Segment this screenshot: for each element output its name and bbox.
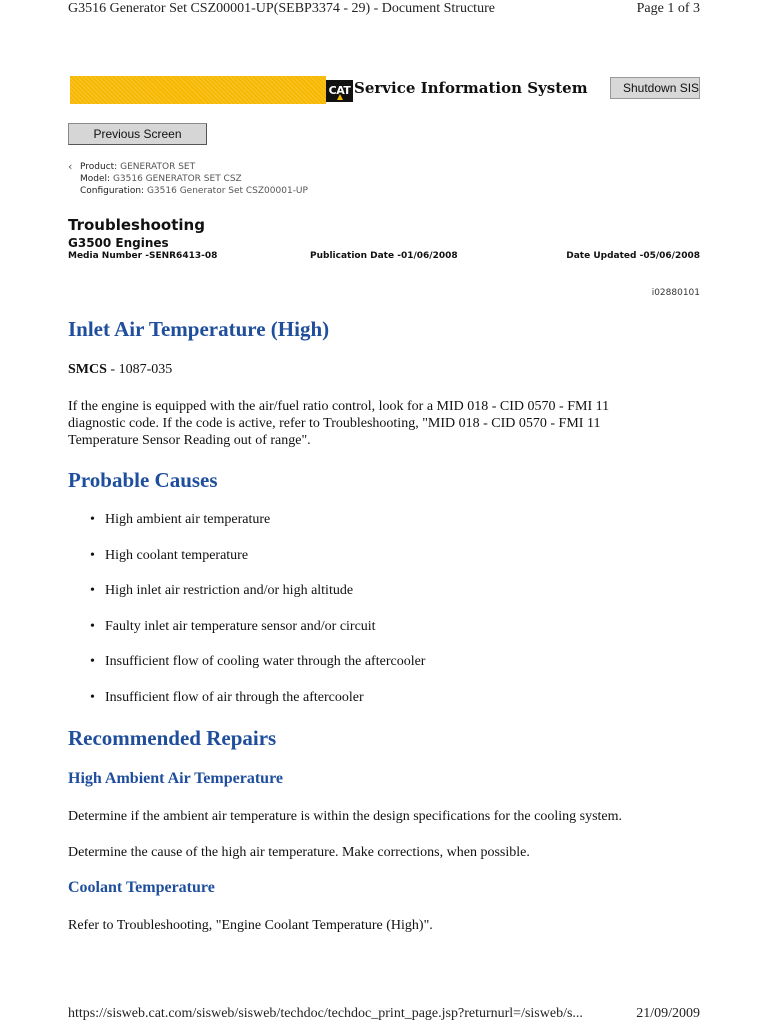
list-item: • High inlet air restriction and/or high altitude: [90, 583, 425, 619]
chevron-left-icon[interactable]: ‹: [68, 160, 73, 173]
model-row: Model: G3516 GENERATOR SET CSZ: [80, 174, 242, 184]
smcs-value: - 1087-035: [106, 362, 173, 377]
list-item: • Insufficient flow of air through the aftercooler: [90, 690, 425, 726]
configuration-row: Configuration: G3516 Generator Set CSZ00001-UP: [80, 186, 308, 196]
list-item: • High coolant temperature: [90, 548, 425, 584]
probable-causes-list: [90, 512, 425, 725]
document-id: i02880101: [651, 288, 700, 298]
list-item: • High ambient air temperature: [90, 512, 425, 548]
coolant-paragraph: Refer to Troubleshooting, "Engine Coolant Temperature (High)".: [68, 918, 433, 933]
date-updated: Date Updated -05/06/2008: [566, 251, 700, 261]
list-item: • Faulty inlet air temperature sensor and/or circuit: [90, 619, 425, 655]
sis-banner: [70, 76, 700, 104]
model-value: G3516 GENERATOR SET CSZ: [112, 174, 242, 184]
print-header: [68, 0, 700, 20]
product-row: Product: GENERATOR SET: [80, 162, 196, 172]
configuration-value: G3516 Generator Set CSZ00001-UP: [146, 186, 308, 196]
document-title: Troubleshooting: [68, 216, 205, 234]
print-footer: [68, 1006, 700, 1024]
previous-screen-button[interactable]: Previous Screen: [68, 123, 207, 145]
footer-date: 21/09/2009: [636, 1006, 700, 1021]
list-item: • Insufficient flow of cooling water through the aftercooler: [90, 654, 425, 690]
main-heading: Inlet Air Temperature (High): [68, 317, 330, 341]
page-number: Page 1 of 3: [636, 1, 700, 16]
footer-url: https://sisweb.cat.com/sisweb/sisweb/techdoc/techdoc_print_page.jsp?returnurl=/sisweb/s...: [68, 1006, 583, 1021]
intro-paragraph: If the engine is equipped with the air/fuel ratio control, look for a MID 018 - CID 0570 - FMI 11 diagnostic code. If the code is active, refer to Troubleshooting, "MID 018 - CID 0570 - FMI 11 Temperature Sensor Reading out of range".: [68, 399, 610, 448]
product-info: [68, 161, 308, 197]
smcs-label: SMCS: [68, 362, 107, 377]
banner-stripe: [70, 76, 326, 104]
cat-logo-icon: CAT: [326, 80, 353, 102]
coolant-temperature-heading: Coolant Temperature: [68, 879, 215, 896]
probable-causes-heading: Probable Causes: [68, 468, 218, 492]
publication-date: Publication Date -01/06/2008: [310, 251, 458, 261]
recommended-repairs-heading: Recommended Repairs: [68, 726, 277, 750]
sis-title: Service Information System: [354, 79, 588, 97]
ambient-paragraph-1: Determine if the ambient air temperature is within the design specifications for the cooling system.: [68, 809, 623, 824]
document-subtitle: G3500 Engines: [68, 236, 169, 250]
ambient-paragraph-2: Determine the cause of the high air temperature. Make corrections, when possible.: [68, 845, 530, 860]
ambient-air-heading: High Ambient Air Temperature: [68, 770, 283, 787]
print-header-title: G3516 Generator Set CSZ00001-UP(SEBP3374 - 29) - Document Structure: [68, 1, 495, 16]
document-meta: [68, 251, 700, 265]
shutdown-sis-button[interactable]: Shutdown SIS: [610, 77, 700, 99]
media-number: Media Number -SENR6413-08: [68, 251, 218, 261]
product-value: GENERATOR SET: [120, 162, 196, 172]
smcs-code: [68, 362, 172, 378]
